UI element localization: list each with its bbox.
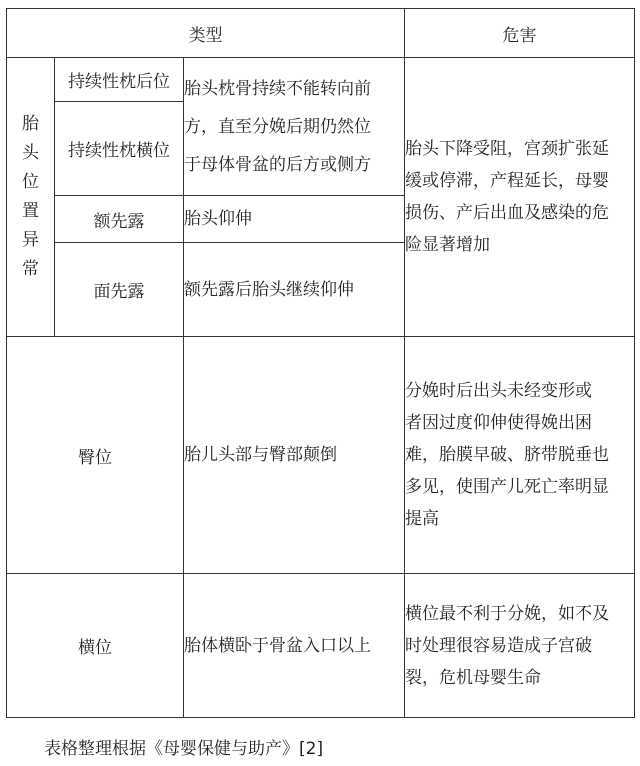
- desc-brow: 胎头仰伸: [184, 196, 405, 243]
- desc-breech: 胎儿头部与臀部颠倒: [184, 337, 405, 574]
- subtype-face: 面先露: [55, 243, 184, 337]
- label-breech: 臀位: [7, 337, 184, 574]
- harm-transverse: 横位最不利于分娩，如不及 时处理很容易造成子宫破 裂，危机母婴生命: [405, 574, 635, 718]
- header-harm: 危害: [405, 9, 635, 58]
- group-label-head-position: 胎 头 位 置 异 常: [7, 58, 55, 337]
- desc-transverse: 胎体横卧于骨盆入口以上: [184, 574, 405, 718]
- fetal-position-table: [6, 8, 635, 718]
- subtype-brow: 额先露: [55, 196, 184, 243]
- row-breech: [7, 337, 635, 574]
- header-row: [7, 9, 635, 58]
- row-transverse: [7, 574, 635, 718]
- table-source-caption: 表格整理根据《母婴保健与助产》[2]: [44, 739, 324, 759]
- subtype-occiput-transverse: 持续性枕横位: [55, 102, 184, 196]
- harm-breech: 分娩时后出头未经变形或 者因过度仰伸使得娩出困 难，胎膜早破、脐带脱垂也 多见，使围产儿死亡率明显 提高: [405, 337, 635, 574]
- desc-face: 额先露后胎头继续仰伸: [184, 243, 405, 337]
- subtype-occiput-posterior: 持续性枕后位: [55, 58, 184, 102]
- desc-occiput: 胎头枕骨持续不能转向前 方，直至分娩后期仍然位 于母体骨盆的后方或侧方: [184, 58, 405, 196]
- harm-head-position: 胎头下降受阻，宫颈扩张延 缓或停滞，产程延长，母婴 损伤、产后出血及感染的危 险显著增加: [405, 58, 635, 337]
- row-occiput-posterior: [7, 58, 635, 102]
- header-type: 类型: [7, 9, 405, 58]
- label-transverse: 横位: [7, 574, 184, 718]
